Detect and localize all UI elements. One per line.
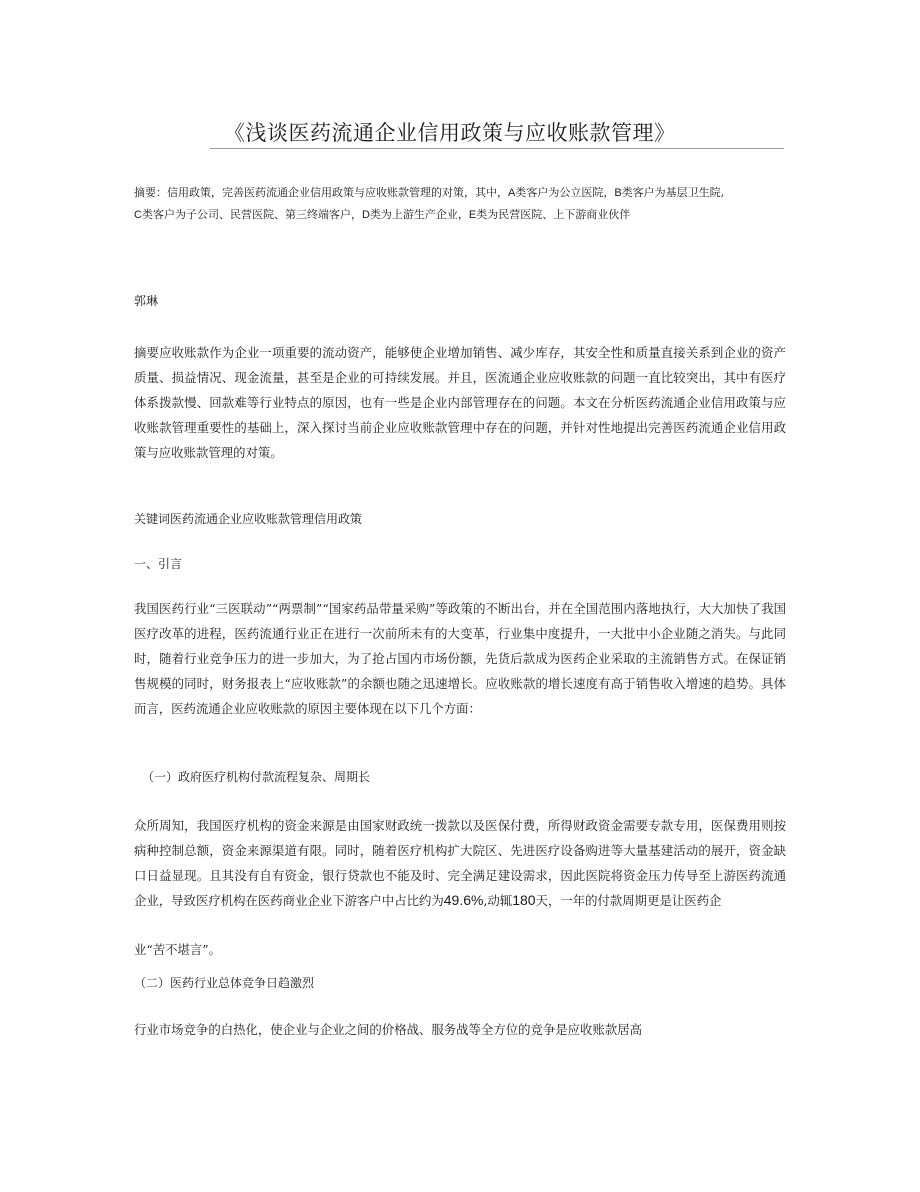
abstract-line-2 [134, 204, 794, 226]
subsection-heading-1: （一）政府医疗机构付款流程复杂、周期长 [142, 770, 371, 784]
abstract-text: 类客户为子公司、民营医院、第三终端客户， [141, 208, 362, 221]
percentage-value: 49.6% [443, 892, 484, 908]
keywords-line: 关键词医药流通企业应收账款管理信用政策 [134, 512, 363, 526]
abstract-text: 类为民营医院、上下游商业伙伴 [476, 208, 631, 221]
abstract-text: 类客户为基层卫生院, [621, 186, 725, 199]
class-label-e: E [468, 209, 477, 221]
abstract-text: 类客户为公立医院， [515, 186, 615, 199]
abstract-text: 类为上游生产企业， [369, 208, 469, 221]
subsection-heading-2: （二）医药行业总体竞争日趋激烈 [134, 976, 315, 990]
class-label-d: D [361, 209, 370, 221]
class-label-a: A [508, 187, 516, 199]
class-label-c: C [134, 209, 142, 221]
section-heading-introduction: 一、引言 [134, 557, 183, 571]
paragraph-text: 众所周知，我国医疗机构的资金来源是由国家财政统一拨款以及医保付费，所得财政资金需要专款专用，医保费用则按病种控制总额，资金来源渠道有限。同时，随着医疗机构扩大院区、先进医疗设备购进等大量基建活动的展开，资金缺口日益显现。且其没有自有资金，银行贷款也不能及时、完全满足建设需求，因此医院将资金压力传导至上游医药流通企业，导致医疗机构在医药商业企业下游客户中占比约为 [134, 818, 786, 908]
class-label-b: B [614, 187, 622, 199]
summary-paragraph: 摘要应收账款作为企业一项重要的流动资产，能够使企业增加销售、减少库存，其安全性和质量直接关系到企业的资产质量、损益情况、现金流量，甚至是企业的可持续发展。并且，医流通企业应收账款的问题一直比较突出，其中有医疗体系拨款慢、回款难等行业特点的原因，也有一些是企业内部管理存在的问题。本文在分析医药流通企业信用政策与应收账款管理重要性的基础上，深入探讨当前企业应收账款管理中存在的问题，并针对性地提出完善医药流通企业信用政策与应收账款管理的对策。 [134, 345, 786, 460]
paragraph-text: ,动辄 [483, 893, 513, 908]
days-value: 180 [512, 892, 536, 908]
intro-paragraph: 我国医药行业“三医联动”“两票制”“国家药品带量采购”等政策的不断出台，并在全国范围内落地执行，大大加快了我国医疗改革的进程，医药流通行业正在进行一次前所未有的大变革，行业集中度提升，一大批中小企业随之消失。与此同时，随着行业竞争压力的进一步加大，为了抢占国内市场份额，先货后款成为医药企业采取的主流销售方式。在保证销售规模的同时，财务报表上“应收账款”的余额也随之迅速增长。应收账款的增长速度有高于销售收入增速的趋势。具体而言，医药流通企业应收账款的原因主要体现在以下几个方面： [134, 601, 786, 716]
abstract-line-1 [134, 182, 794, 204]
document-title: 《浅谈医药流通企业信用政策与应收账款管理》 [210, 118, 784, 149]
abstract-text: 摘要：信用政策，完善医药流通企业信用政策与应收账款管理的对策，其中， [134, 186, 508, 199]
body-paragraph-3: 行业市场竞争的白热化，使企业与企业之间的价格战、服务战等全方位的竞争是应收账款居高 [134, 1022, 643, 1037]
abstract-header [134, 182, 794, 226]
body-paragraph-2 [134, 813, 786, 913]
author-name: 郭琳 [134, 294, 159, 308]
paragraph-text: 天，一年的付款周期更是让医药企 [535, 893, 722, 908]
body-paragraph-2-tail: 业“苦不堪言”。 [134, 942, 222, 957]
